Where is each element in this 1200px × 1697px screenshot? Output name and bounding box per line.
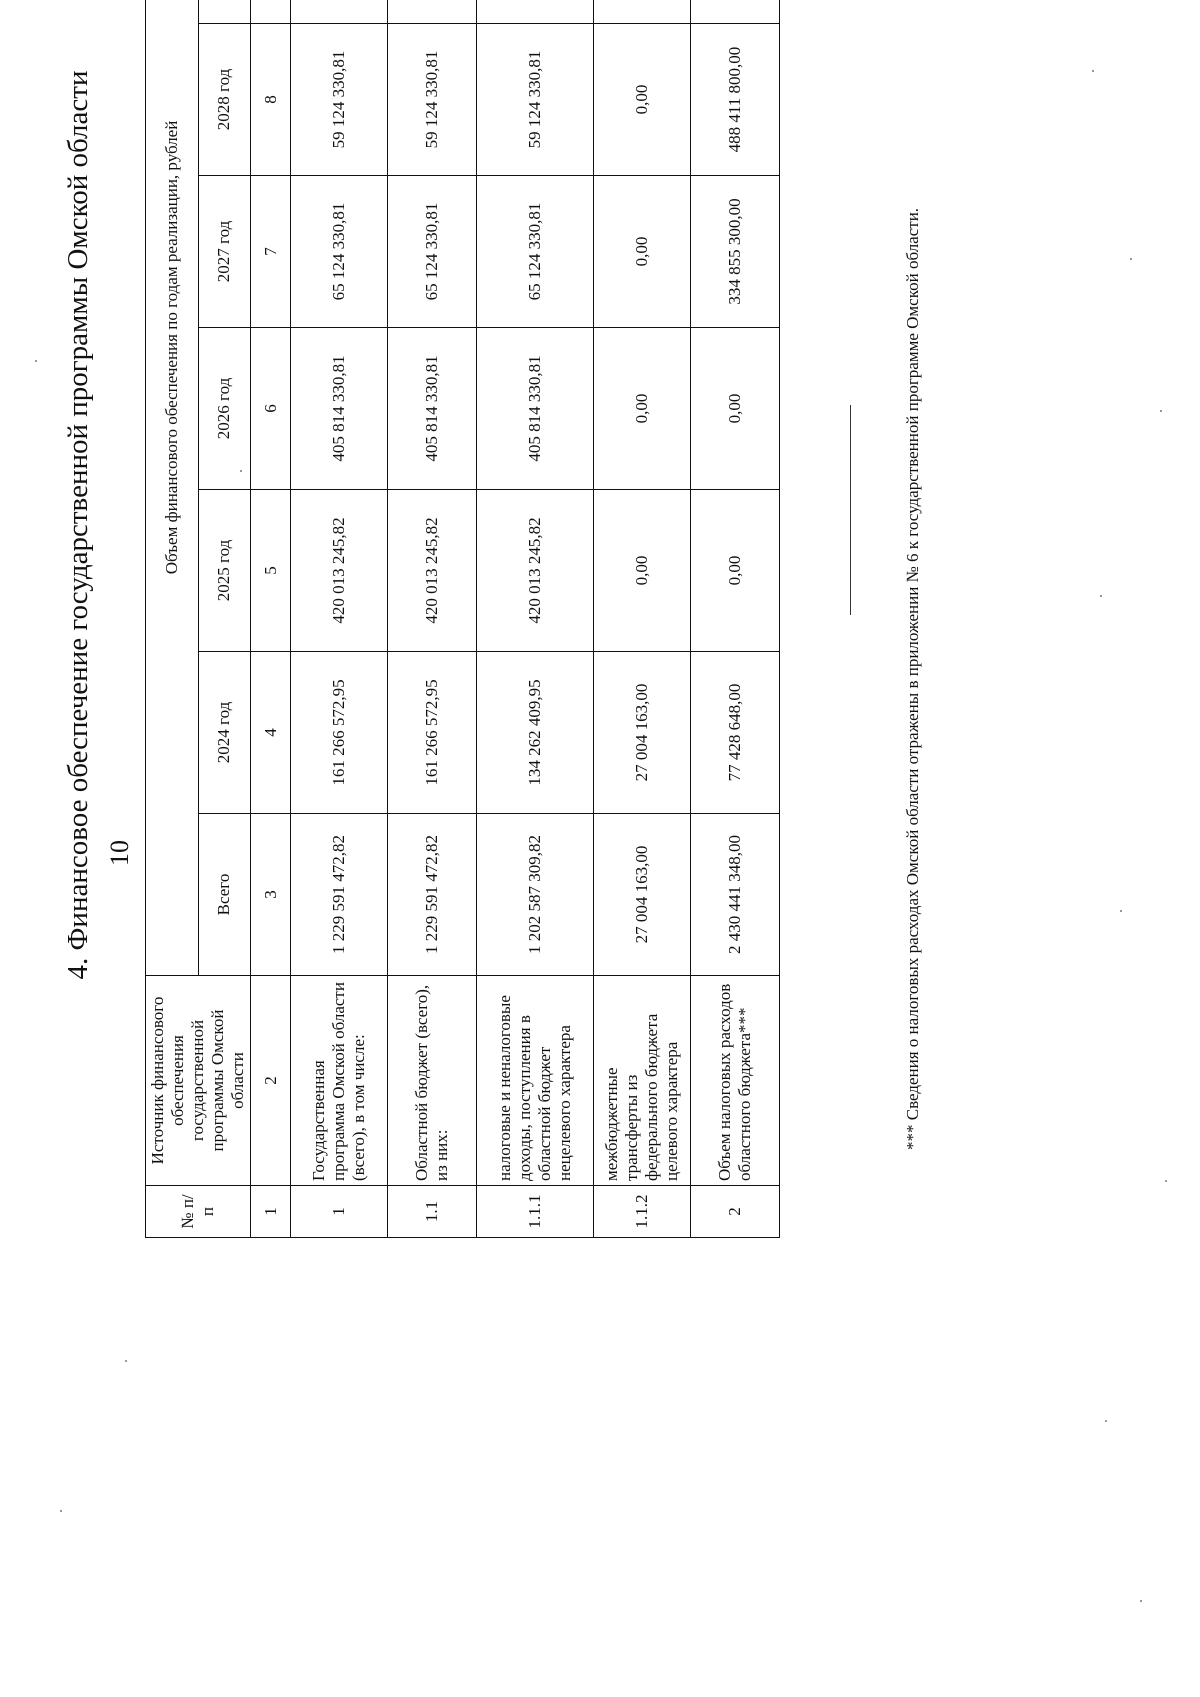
- value-total: 1 202 587 309,82: [477, 814, 594, 976]
- value-2029: [388, 0, 477, 24]
- value-2026: 405 814 330,81: [477, 328, 594, 490]
- scan-speck: [1130, 258, 1132, 260]
- scan-speck: [1092, 70, 1094, 72]
- value-2027: 65 124 330,81: [388, 176, 477, 328]
- document-title: 4. Финансовое обеспечение государственной программы Омской области: [62, 70, 94, 980]
- value-total: 2 430 441 348,00: [691, 814, 780, 976]
- header-year-2026: 2026 год: [198, 328, 251, 490]
- col-number: 3: [251, 814, 291, 976]
- row-name: Объем налоговых расходов областного бюджета***: [691, 976, 780, 1186]
- scan-speck: [1140, 1600, 1142, 1602]
- table-row: [691, 0, 780, 1238]
- value-2029: [477, 0, 594, 24]
- row-name: налоговые и неналоговые доходы, поступления в областной бюджет нецелевого характера: [477, 976, 594, 1186]
- value-2027: 65 124 330,81: [477, 176, 594, 328]
- value-total: 1 229 591 472,82: [291, 814, 388, 976]
- row-name: Государственная программа Омской области (всего), в том числе:: [291, 976, 388, 1186]
- scan-speck: [125, 1360, 127, 1362]
- value-2024: 161 266 572,95: [291, 652, 388, 814]
- row-name: межбюджетные трансферты из федерального бюджета целевого характера: [594, 976, 691, 1186]
- table-row: [388, 0, 477, 1238]
- value-2025: 420 013 245,82: [477, 490, 594, 652]
- scan-speck: [35, 360, 37, 362]
- page-number: 10: [105, 840, 134, 866]
- value-2028: 0,00: [594, 24, 691, 176]
- value-2026: 0,00: [691, 328, 780, 490]
- scan-speck: [1120, 910, 1122, 912]
- value-2029: [291, 0, 388, 24]
- col-number: 7: [251, 176, 291, 328]
- col-number: 5: [251, 490, 291, 652]
- value-2024: 161 266 572,95: [388, 652, 477, 814]
- value-2025: 0,00: [691, 490, 780, 652]
- scan-speck: [1105, 1420, 1107, 1422]
- table-row: [594, 0, 691, 1238]
- scan-speck: [1165, 1180, 1167, 1182]
- value-2028: 59 124 330,81: [291, 24, 388, 176]
- rotated-page-content: [60, 0, 1190, 1260]
- col-number: 1: [251, 1186, 291, 1238]
- header-year-2027: 2027 год: [198, 176, 251, 328]
- col-number: 6: [251, 328, 291, 490]
- row-num: 1: [291, 1186, 388, 1238]
- row-num: 1.1.1: [477, 1186, 594, 1238]
- value-2027: 334 855 300,00: [691, 176, 780, 328]
- footnote: *** Сведения о налоговых расходах Омской области отражены в приложении № 6 к государственной программе Омской области.: [903, 207, 922, 1150]
- value-2029: [594, 0, 691, 24]
- value-2028: 59 124 330,81: [477, 24, 594, 176]
- value-2025: 0,00: [594, 490, 691, 652]
- value-total: 1 229 591 472,82: [388, 814, 477, 976]
- scan-speck: [240, 470, 242, 472]
- value-2026: 0,00: [594, 328, 691, 490]
- header-volume-group: Объем финансового обеспечения по годам реализации, рублей: [146, 0, 199, 976]
- col-number: 2: [251, 976, 291, 1186]
- value-2025: 420 013 245,82: [388, 490, 477, 652]
- value-2028: 488 411 800,00: [691, 24, 780, 176]
- header-source: Источник финансового обеспечения государственной программы Омской области: [146, 976, 251, 1186]
- value-total: 27 004 163,00: [594, 814, 691, 976]
- row-name: Областной бюджет (всего), из них:: [388, 976, 477, 1186]
- header-year-2024: 2024 год: [198, 652, 251, 814]
- header-row-1: [146, 0, 199, 1238]
- col-number: 8: [251, 24, 291, 176]
- value-2028: 59 124 330,81: [388, 24, 477, 176]
- table-row: [477, 0, 594, 1238]
- row-num: 1.1.2: [594, 1186, 691, 1238]
- value-2025: 420 013 245,82: [291, 490, 388, 652]
- table-row: [291, 0, 388, 1238]
- col-number: 4: [251, 652, 291, 814]
- header-year-2028: 2028 год: [198, 24, 251, 176]
- header-year-2025: 2025 год: [198, 490, 251, 652]
- header-total: Всего: [198, 814, 251, 976]
- value-2024: 27 004 163,00: [594, 652, 691, 814]
- scan-speck: [60, 1510, 62, 1512]
- scan-speck: [1160, 410, 1162, 412]
- value-2024: 77 428 648,00: [691, 652, 780, 814]
- value-2027: 0,00: [594, 176, 691, 328]
- header-year-2029: [198, 0, 251, 24]
- row-num: 1.1: [388, 1186, 477, 1238]
- value-2026: 405 814 330,81: [388, 328, 477, 490]
- value-2027: 65 124 330,81: [291, 176, 388, 328]
- col-number: [251, 0, 291, 24]
- row-num: 2: [691, 1186, 780, 1238]
- header-num: № п/п: [146, 1186, 251, 1238]
- financing-table: [145, 0, 780, 1238]
- value-2029: [691, 0, 780, 24]
- footnote-divider: [850, 405, 851, 615]
- scan-speck: [1100, 595, 1102, 597]
- numbering-row: [251, 0, 291, 1238]
- value-2026: 405 814 330,81: [291, 328, 388, 490]
- value-2024: 134 262 409,95: [477, 652, 594, 814]
